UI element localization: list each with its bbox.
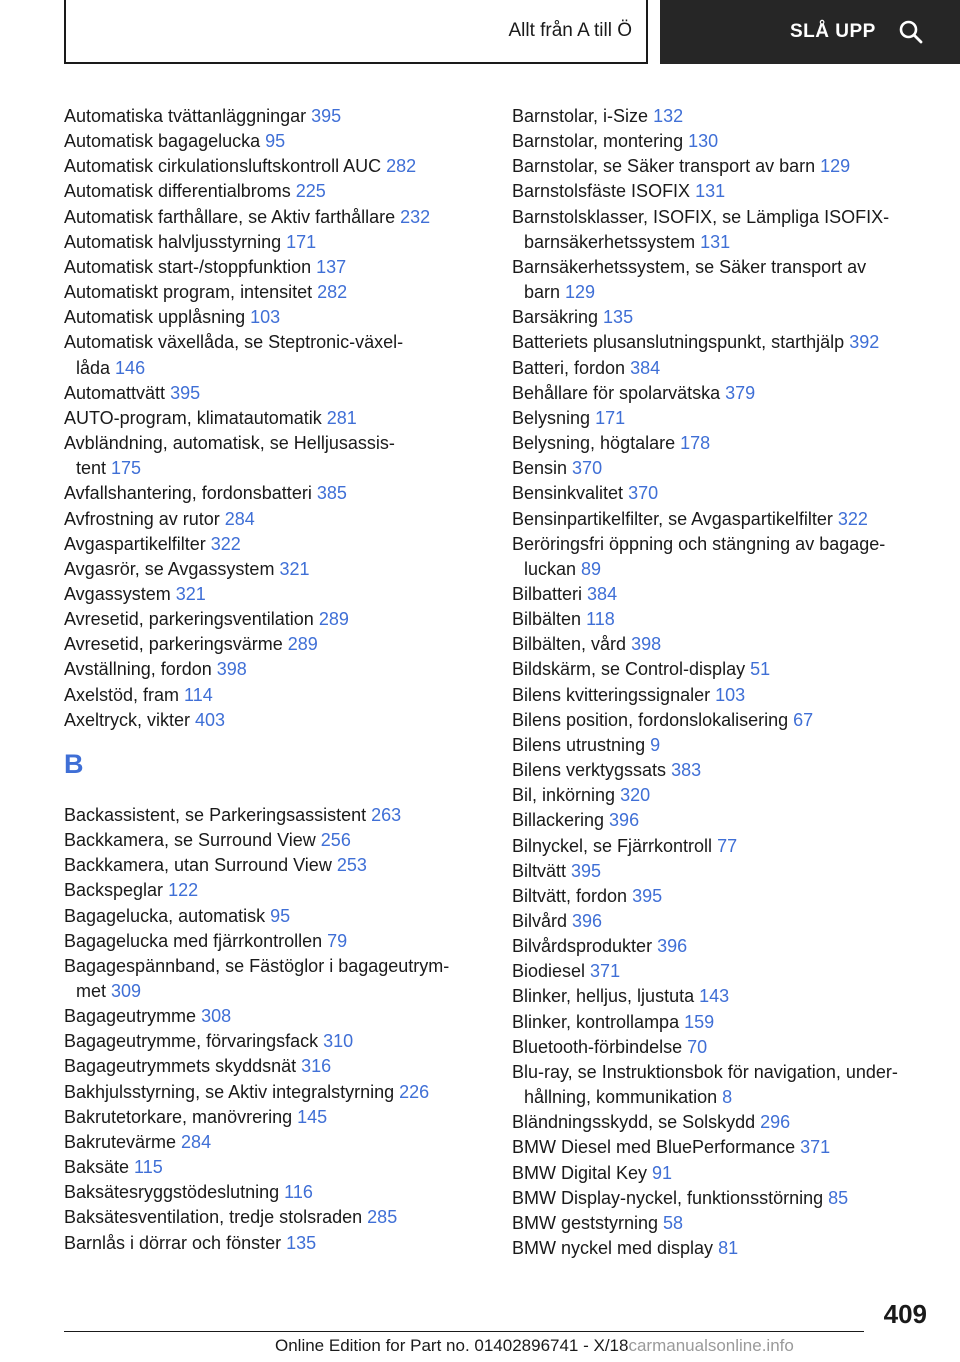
index-page-link[interactable]: 145	[297, 1106, 328, 1127]
index-entry	[512, 104, 932, 129]
index-entry	[512, 859, 932, 884]
index-entry	[512, 582, 932, 607]
index-page-link[interactable]: 58	[663, 1212, 684, 1233]
index-page-link[interactable]: 226	[399, 1081, 430, 1102]
index-page-link[interactable]: 396	[609, 810, 640, 831]
index-entry-text: Bagagespännband, se Fästöglor i bagageutrym- met	[64, 955, 450, 1001]
index-page-link[interactable]: 70	[687, 1036, 708, 1057]
index-page-link[interactable]: 85	[828, 1187, 849, 1208]
index-entry	[64, 507, 484, 532]
index-entry	[64, 828, 484, 853]
index-entry-text: BMW Display-nyckel, funktionsstörning	[512, 1187, 829, 1208]
index-entry	[512, 330, 932, 355]
index-entry	[512, 984, 932, 1009]
index-entry-text: Backkamera, utan Surround View	[64, 855, 337, 876]
index-page-link[interactable]: 225	[295, 181, 326, 202]
index-page-link[interactable]: 103	[250, 307, 281, 328]
index-entry	[512, 406, 932, 431]
index-entry	[64, 1080, 484, 1105]
index-entry	[512, 959, 932, 984]
index-page-link[interactable]: 103	[715, 684, 746, 705]
index-entry-text: Avgasrör, se Avgassystem	[64, 558, 280, 579]
index-entry-text: Blu-ray, se Instruktionsbok för navigation, under- hållning, kommunikation	[512, 1061, 898, 1108]
index-letter-heading: B	[64, 748, 84, 779]
index-entry-text: Axeltryck, vikter	[64, 709, 196, 730]
index-entry-text: Backassistent, se Parkeringsassistent	[64, 804, 372, 825]
index-entry	[512, 808, 932, 833]
index-page-link[interactable]: 395	[632, 885, 663, 906]
index-page-link[interactable]: 135	[603, 307, 634, 328]
index-entry-text: Biodiesel	[512, 961, 591, 982]
index-entry	[64, 532, 484, 557]
index-page-link[interactable]: 379	[725, 382, 756, 403]
index-page-link[interactable]: 309	[111, 981, 142, 1001]
index-page-link[interactable]: 396	[657, 936, 688, 957]
index-entry	[64, 104, 484, 129]
index-entry-text: Automatiska tvättanläggningar	[64, 106, 312, 126]
index-page-link[interactable]: 370	[628, 483, 659, 504]
footer-divider	[64, 1331, 864, 1332]
index-page-link[interactable]: 253	[336, 855, 367, 876]
index-page-link[interactable]: 232	[400, 206, 431, 227]
index-page-link[interactable]: 296	[760, 1112, 791, 1133]
index-page-link[interactable]: 321	[175, 583, 206, 604]
index-entry	[512, 909, 932, 934]
index-entry	[64, 406, 484, 431]
index-entry-text: Baksäte	[64, 1157, 135, 1178]
index-entry-text: Backkamera, se Surround View	[64, 830, 321, 851]
index-entry-text: Bagageutrymme	[64, 1006, 202, 1027]
index-entry-text: Avställning, fordon	[64, 659, 217, 680]
index-page-link[interactable]: 370	[572, 458, 603, 479]
index-entry	[512, 834, 932, 859]
index-entry-text: Bilvård	[512, 911, 573, 931]
index-page-link[interactable]: 383	[671, 760, 702, 781]
index-page-link[interactable]: 91	[652, 1162, 673, 1183]
index-entry	[64, 1004, 484, 1029]
index-entry	[64, 904, 484, 929]
index-entry	[64, 878, 484, 903]
index-page-link[interactable]: 289	[318, 609, 349, 630]
index-entry	[512, 205, 932, 255]
index-entry-text: Bluetooth-förbindelse	[512, 1036, 688, 1057]
index-page-link[interactable]: 284	[181, 1131, 212, 1152]
index-entry-text: Barnstolar, se Säker transport av barn	[512, 156, 821, 177]
index-entry-text: Barsäkring	[512, 307, 604, 328]
page-number: 409	[883, 1299, 927, 1329]
index-entry	[512, 1110, 932, 1135]
index-page-link[interactable]: 384	[587, 583, 618, 604]
tab-a-to-z-label: Allt från A till Ö	[508, 20, 632, 41]
index-entry	[64, 381, 484, 406]
index-page-link[interactable]: 129	[820, 156, 851, 177]
index-entry-text: Bilbälten	[512, 609, 587, 630]
index-entry-text: Barnsäkerhetssystem, se Säker transport av barn	[512, 256, 867, 303]
index-entry	[512, 431, 932, 456]
index-entry-text: Bilens verktygssats	[512, 760, 672, 781]
index-page-link[interactable]: 77	[717, 835, 738, 856]
index-entry	[64, 557, 484, 582]
index-entry	[64, 179, 484, 204]
index-page-link[interactable]: 114	[184, 684, 213, 705]
index-page-link[interactable]: 371	[590, 961, 621, 982]
index-entry-text: Bilens utrustning	[512, 734, 651, 755]
index-entry-text: Baksätesryggstödeslutning	[64, 1182, 285, 1203]
index-entry	[64, 255, 484, 280]
index-entry-text: Automatisk start-/stoppfunktion	[64, 256, 317, 277]
index-entry-text: Bensinpartikelfilter, se Avgaspartikelfilter	[512, 508, 838, 529]
index-page-link[interactable]: 282	[386, 156, 417, 177]
index-entry	[64, 129, 484, 154]
index-entry-text: Automatisk halvljusstyrning	[64, 231, 287, 252]
index-entry	[64, 853, 484, 878]
index-entry	[512, 1236, 932, 1261]
index-entry-text: Automatisk växellåda, se Steptronic-växel- låda	[64, 332, 404, 378]
index-page-link[interactable]: 135	[286, 1232, 317, 1253]
index-entry	[512, 708, 932, 733]
index-page-link[interactable]: 396	[572, 911, 603, 931]
index-entry-text: Barnstolsklasser, ISOFIX, se Lämpliga ISOFIX- barnsäkerhetssystem	[512, 206, 890, 252]
index-entry-text: Axelstöd, fram	[64, 684, 185, 705]
index-entry	[64, 305, 484, 330]
index-page-link[interactable]: 51	[750, 659, 771, 680]
index-page-link[interactable]: 137	[316, 256, 347, 277]
index-page-link[interactable]: 131	[700, 231, 731, 252]
index-entry-text: Blinker, helljus, ljustuta	[512, 986, 700, 1007]
index-page-link[interactable]: 308	[201, 1006, 232, 1027]
index-entry	[64, 708, 484, 733]
index-entry	[512, 683, 932, 708]
index-entry-text: Automatisk upplåsning	[64, 307, 251, 328]
index-entry-text: BMW Diesel med BluePerformance	[512, 1137, 801, 1158]
index-entry-text: Barnlås i dörrar och fönster	[64, 1232, 287, 1253]
index-entry	[64, 1205, 484, 1230]
index-page-link[interactable]: 310	[323, 1031, 354, 1052]
index-entry-text: AUTO-program, klimatautomatik	[64, 407, 327, 428]
index-entry-text: Bagagelucka med fjärrkontrollen	[64, 930, 328, 951]
index-entry	[512, 481, 932, 506]
index-page-link[interactable]: 403	[195, 709, 226, 730]
index-entry-text: Biltvätt	[512, 860, 572, 881]
index-entry	[64, 803, 484, 828]
tab-lookup-label: SLÅ UPP	[790, 21, 876, 42]
index-page-link[interactable]: 284	[224, 508, 255, 529]
index-entry	[512, 456, 932, 481]
index-entry	[512, 1186, 932, 1211]
index-entry-text: BMW nyckel med display	[512, 1238, 719, 1259]
index-page-link[interactable]: 89	[581, 558, 602, 579]
index-page-link[interactable]: 95	[265, 131, 286, 152]
index-entry-text: Belysning, högtalare	[512, 433, 681, 454]
index-entry	[64, 1029, 484, 1054]
index-entry	[64, 1105, 484, 1130]
index-entry	[64, 582, 484, 607]
index-entry-text: Bilnyckel, se Fjärrkontroll	[512, 835, 718, 856]
index-entry	[512, 758, 932, 783]
index-entry-text: Barnstolar, montering	[512, 131, 689, 152]
index-page-link[interactable]: 398	[631, 634, 662, 655]
index-entry	[64, 607, 484, 632]
index-page-link[interactable]: 322	[210, 533, 241, 554]
tab-lookup[interactable]	[660, 0, 960, 64]
index-entry-text: Bagageutrymme, förvaringsfack	[64, 1031, 324, 1052]
index-entry-text: Automatisk cirkulationsluftskontroll AUC	[64, 156, 387, 177]
index-column-right	[512, 104, 932, 1261]
index-entry-text: BMW Digital Key	[512, 1162, 653, 1183]
index-entry	[64, 954, 484, 1004]
index-page-link[interactable]: 371	[800, 1137, 831, 1158]
index-entry	[512, 1211, 932, 1236]
index-page-link[interactable]: 178	[680, 433, 711, 454]
index-entry	[512, 179, 932, 204]
footer	[275, 1336, 794, 1356]
index-page-link[interactable]: 256	[320, 830, 351, 851]
index-entry-text: Automatisk differentialbroms	[64, 181, 296, 202]
index-entry	[512, 1135, 932, 1160]
index-entry	[512, 154, 932, 179]
index-page-link[interactable]: 395	[170, 382, 201, 403]
index-entry-text: Automatisk bagagelucka	[64, 131, 266, 152]
index-entry-text: Avbländning, automatisk, se Helljusassis- tent	[64, 433, 395, 479]
index-entry	[64, 1180, 484, 1205]
index-entry-text: Bil, inkörning	[512, 785, 621, 806]
index-page-link[interactable]: 122	[168, 880, 199, 901]
index-entry	[64, 1130, 484, 1155]
index-entry-text: Batteri, fordon	[512, 357, 631, 378]
index-entry	[512, 733, 932, 758]
index-entry	[512, 657, 932, 682]
index-entry-text: Barnstolsfäste ISOFIX	[512, 181, 696, 202]
index-entry	[512, 381, 932, 406]
index-page-link[interactable]: 79	[327, 930, 348, 951]
index-page-link[interactable]: 322	[837, 508, 868, 529]
index-entry-text: Behållare för spolarvätska	[512, 382, 726, 403]
index-page-link[interactable]: 281	[326, 407, 357, 428]
index-entry-text: BMW geststyrning	[512, 1212, 664, 1233]
index-entry-text: Beröringsfri öppning och stängning av bagage- luckan	[512, 533, 886, 579]
watermark: carmanualsonline.info	[628, 1336, 794, 1355]
index-entry-text: Bagagelucka, automatisk	[64, 905, 271, 926]
index-entry	[512, 934, 932, 959]
index-page-link[interactable]: 118	[586, 609, 615, 630]
index-entry-text: Automattvätt	[64, 382, 171, 403]
index-entry-text: Blinker, kontrollampa	[512, 1011, 685, 1032]
index-entry-text: Bländningsskydd, se Solskydd	[512, 1112, 761, 1133]
index-entry-text: Avfallshantering, fordonsbatteri	[64, 483, 317, 504]
index-entry	[64, 1054, 484, 1079]
index-page-link[interactable]: 132	[653, 106, 684, 126]
index-page-link[interactable]: 384	[630, 357, 661, 378]
index-entry-text: Avresetid, parkeringsvärme	[64, 634, 288, 655]
index-entry	[512, 1010, 932, 1035]
index-page-link[interactable]: 171	[595, 407, 626, 428]
index-entry	[64, 1231, 484, 1256]
index-entry-text: Bilens kvitteringssignaler	[512, 684, 716, 705]
index-entry	[64, 481, 484, 506]
index-entry-text: Bakrutetorkare, manövrering	[64, 1106, 298, 1127]
index-entry-text: Bensinkvalitet	[512, 483, 629, 504]
index-entry	[512, 356, 932, 381]
index-entry-text: Barnstolar, i-Size	[512, 106, 654, 126]
index-entry	[64, 929, 484, 954]
index-entry-text: Bakrutevärme	[64, 1131, 182, 1152]
index-entry-text: Automatisk farthållare, se Aktiv farthållare	[64, 206, 401, 227]
index-page-link[interactable]: 95	[270, 905, 291, 926]
index-entry-text: Avfrostning av rutor	[64, 508, 225, 529]
index-page-link[interactable]: 143	[699, 986, 730, 1007]
index-page-link[interactable]: 398	[216, 659, 247, 680]
index-page-link[interactable]: 130	[688, 131, 719, 152]
index-page-link[interactable]: 67	[793, 709, 814, 730]
index-entry-text: Avgaspartikelfilter	[64, 533, 211, 554]
index-page-link[interactable]: 116	[284, 1182, 313, 1203]
edition-text: Online Edition for Part no. 01402896741 - X/18	[275, 1336, 629, 1355]
index-entry-text: Backspeglar	[64, 880, 169, 901]
index-entry-text: Avgassystem	[64, 583, 176, 604]
index-entry	[512, 129, 932, 154]
index-page-link[interactable]: 395	[311, 106, 342, 126]
index-page-link[interactable]: 320	[620, 785, 651, 806]
index-entry	[64, 683, 484, 708]
index-entry	[64, 230, 484, 255]
index-entry	[64, 632, 484, 657]
index-entry-text: Bilens position, fordonslokalisering	[512, 709, 794, 730]
index-entry	[512, 255, 932, 305]
index-page-link[interactable]: 392	[849, 332, 880, 353]
index-entry-text: Bensin	[512, 458, 573, 479]
index-entry	[64, 280, 484, 305]
tab-a-to-z[interactable]	[64, 0, 648, 64]
index-entry	[64, 657, 484, 682]
index-page-link[interactable]: 316	[301, 1056, 332, 1077]
index-entry	[64, 330, 484, 380]
index-page-link[interactable]: 8	[722, 1087, 733, 1108]
index-page-link[interactable]: 395	[571, 860, 602, 881]
index-entry-text: Baksätesventilation, tredje stolsraden	[64, 1207, 368, 1228]
index-entry-text: Bilbatteri	[512, 583, 588, 604]
index-entry	[64, 205, 484, 230]
index-page-link[interactable]: 81	[718, 1238, 739, 1259]
index-entry-text: Automatiskt program, intensitet	[64, 282, 318, 303]
index-entry	[64, 431, 484, 481]
index-entry	[512, 305, 932, 330]
index-page-link[interactable]: 115	[134, 1157, 163, 1178]
index-entry	[512, 783, 932, 808]
index-entry-text: Billackering	[512, 810, 610, 831]
index-page-link[interactable]: 175	[111, 458, 142, 479]
index-entry-text: Belysning	[512, 407, 596, 428]
index-entry-text: Bilvårdsprodukter	[512, 936, 658, 957]
index-entry-text: Avresetid, parkeringsventilation	[64, 609, 319, 630]
index-page-link[interactable]: 321	[279, 558, 310, 579]
index-page-link[interactable]: 131	[695, 181, 726, 202]
index-page-link[interactable]: 289	[287, 634, 318, 655]
index-entry	[512, 884, 932, 909]
index-entry	[64, 1155, 484, 1180]
index-entry-text: Batteriets plusanslutningspunkt, starthjälp	[512, 332, 850, 353]
index-entry-text: Bilbälten, vård	[512, 634, 632, 655]
search-icon	[898, 19, 924, 45]
index-page-link[interactable]: 9	[650, 734, 661, 755]
index-entry	[512, 532, 932, 582]
index-entry	[512, 507, 932, 532]
index-page-link[interactable]: 159	[684, 1011, 715, 1032]
index-page-link[interactable]: 146	[115, 357, 146, 378]
index-entry	[64, 154, 484, 179]
index-page-link[interactable]: 129	[565, 282, 596, 303]
index-entry	[512, 1161, 932, 1186]
index-page-link[interactable]: 171	[286, 231, 317, 252]
index-page-link[interactable]: 385	[316, 483, 347, 504]
index-page-link[interactable]: 282	[317, 282, 348, 303]
index-entry-text: Biltvätt, fordon	[512, 885, 633, 906]
index-entry	[512, 607, 932, 632]
index-entry	[512, 1060, 932, 1110]
index-entry-text: Bakhjulsstyrning, se Aktiv integralstyrning	[64, 1081, 400, 1102]
index-entry-text: Bagageutrymmets skyddsnät	[64, 1056, 302, 1077]
index-column-left	[64, 104, 484, 1256]
index-page-link[interactable]: 263	[371, 804, 402, 825]
index-entry	[512, 1035, 932, 1060]
index-entry-text: Bildskärm, se Control-display	[512, 659, 751, 680]
index-entry	[512, 632, 932, 657]
index-page-link[interactable]: 285	[367, 1207, 398, 1228]
